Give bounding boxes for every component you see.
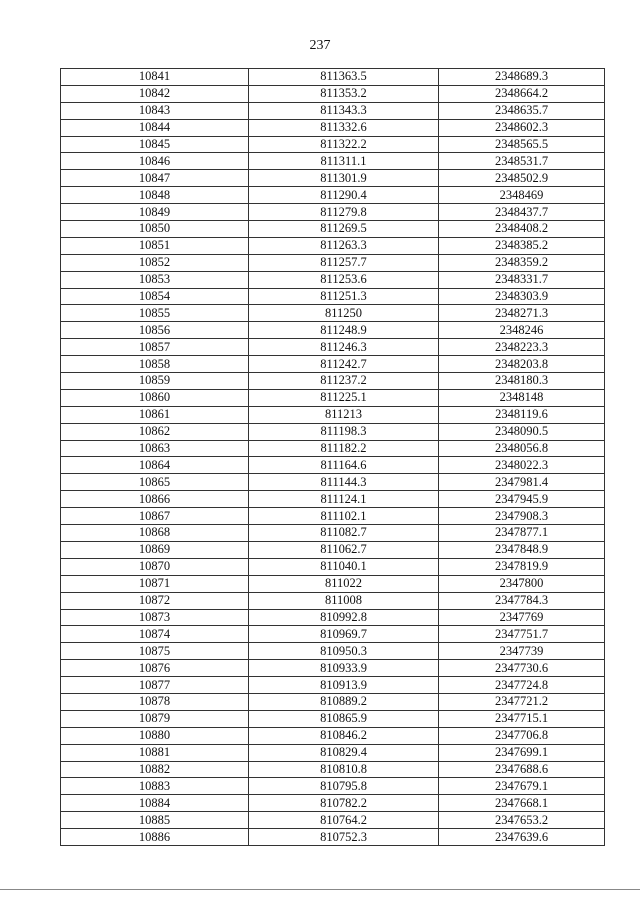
- x-coordinate-cell: 810752.3: [249, 829, 439, 846]
- x-coordinate-cell: 811102.1: [249, 508, 439, 525]
- x-coordinate-cell: 810782.2: [249, 795, 439, 812]
- point-id-cell: 10862: [61, 423, 249, 440]
- x-coordinate-cell: 811242.7: [249, 356, 439, 373]
- table-row: [61, 727, 605, 744]
- point-id-cell: 10881: [61, 744, 249, 761]
- table-row: [61, 305, 605, 322]
- x-coordinate-cell: 811290.4: [249, 187, 439, 204]
- table-row: [61, 271, 605, 288]
- x-coordinate-cell: 811164.6: [249, 457, 439, 474]
- table-row: [61, 795, 605, 812]
- y-coordinate-cell: 2348565.5: [439, 136, 605, 153]
- point-id-cell: 10863: [61, 440, 249, 457]
- point-id-cell: 10879: [61, 710, 249, 727]
- y-coordinate-cell: 2348203.8: [439, 356, 605, 373]
- table-row: [61, 69, 605, 86]
- y-coordinate-cell: 2347800: [439, 575, 605, 592]
- point-id-cell: 10860: [61, 389, 249, 406]
- y-coordinate-cell: 2348056.8: [439, 440, 605, 457]
- table-row: [61, 778, 605, 795]
- point-id-cell: 10882: [61, 761, 249, 778]
- point-id-cell: 10855: [61, 305, 249, 322]
- point-id-cell: 10877: [61, 677, 249, 694]
- x-coordinate-cell: 811246.3: [249, 339, 439, 356]
- table-row: [61, 356, 605, 373]
- y-coordinate-cell: 2348223.3: [439, 339, 605, 356]
- point-id-cell: 10869: [61, 541, 249, 558]
- table-row: [61, 693, 605, 710]
- y-coordinate-cell: 2347945.9: [439, 491, 605, 508]
- point-id-cell: 10871: [61, 575, 249, 592]
- table-row: [61, 677, 605, 694]
- y-coordinate-cell: 2347981.4: [439, 474, 605, 491]
- x-coordinate-cell: 811008: [249, 592, 439, 609]
- y-coordinate-cell: 2347739: [439, 643, 605, 660]
- table-row: [61, 204, 605, 221]
- point-id-cell: 10858: [61, 356, 249, 373]
- table-row: [61, 761, 605, 778]
- y-coordinate-cell: 2348271.3: [439, 305, 605, 322]
- table-row: [61, 237, 605, 254]
- point-id-cell: 10864: [61, 457, 249, 474]
- x-coordinate-cell: 811353.2: [249, 85, 439, 102]
- table-row: [61, 541, 605, 558]
- point-id-cell: 10859: [61, 373, 249, 390]
- table-row: [61, 389, 605, 406]
- x-coordinate-cell: 810764.2: [249, 812, 439, 829]
- y-coordinate-cell: 2348022.3: [439, 457, 605, 474]
- y-coordinate-cell: 2348602.3: [439, 119, 605, 136]
- point-id-cell: 10873: [61, 609, 249, 626]
- y-coordinate-cell: 2348664.2: [439, 85, 605, 102]
- x-coordinate-cell: 811144.3: [249, 474, 439, 491]
- table-row: [61, 187, 605, 204]
- point-id-cell: 10850: [61, 221, 249, 238]
- x-coordinate-cell: 811279.8: [249, 204, 439, 221]
- point-id-cell: 10878: [61, 693, 249, 710]
- table-row: [61, 812, 605, 829]
- point-id-cell: 10854: [61, 288, 249, 305]
- x-coordinate-cell: 811225.1: [249, 389, 439, 406]
- point-id-cell: 10844: [61, 119, 249, 136]
- page-number: 237: [309, 38, 331, 53]
- table-row: [61, 575, 605, 592]
- x-coordinate-cell: 810992.8: [249, 609, 439, 626]
- table-row: [61, 406, 605, 423]
- y-coordinate-cell: 2348148: [439, 389, 605, 406]
- x-coordinate-cell: 810865.9: [249, 710, 439, 727]
- y-coordinate-cell: 2348303.9: [439, 288, 605, 305]
- y-coordinate-cell: 2347688.6: [439, 761, 605, 778]
- coordinate-table: [60, 68, 605, 846]
- y-coordinate-cell: 2347730.6: [439, 660, 605, 677]
- point-id-cell: 10861: [61, 406, 249, 423]
- point-id-cell: 10876: [61, 660, 249, 677]
- table-row: [61, 373, 605, 390]
- x-coordinate-cell: 811311.1: [249, 153, 439, 170]
- x-coordinate-cell: 811263.3: [249, 237, 439, 254]
- table-row: [61, 440, 605, 457]
- x-coordinate-cell: 811022: [249, 575, 439, 592]
- point-id-cell: 10867: [61, 508, 249, 525]
- y-coordinate-cell: 2347784.3: [439, 592, 605, 609]
- table-body: [61, 69, 605, 846]
- x-coordinate-cell: 811343.3: [249, 102, 439, 119]
- table-row: [61, 102, 605, 119]
- table-row: [61, 525, 605, 542]
- point-id-cell: 10848: [61, 187, 249, 204]
- point-id-cell: 10853: [61, 271, 249, 288]
- y-coordinate-cell: 2348180.3: [439, 373, 605, 390]
- x-coordinate-cell: 811124.1: [249, 491, 439, 508]
- x-coordinate-cell: 811301.9: [249, 170, 439, 187]
- point-id-cell: 10852: [61, 254, 249, 271]
- y-coordinate-cell: 2347724.8: [439, 677, 605, 694]
- x-coordinate-cell: 811040.1: [249, 558, 439, 575]
- y-coordinate-cell: 2348437.7: [439, 204, 605, 221]
- point-id-cell: 10856: [61, 322, 249, 339]
- y-coordinate-cell: 2348385.2: [439, 237, 605, 254]
- y-coordinate-cell: 2347706.8: [439, 727, 605, 744]
- point-id-cell: 10851: [61, 237, 249, 254]
- x-coordinate-cell: 810846.2: [249, 727, 439, 744]
- x-coordinate-cell: 810950.3: [249, 643, 439, 660]
- point-id-cell: 10883: [61, 778, 249, 795]
- x-coordinate-cell: 811182.2: [249, 440, 439, 457]
- table-row: [61, 609, 605, 626]
- x-coordinate-cell: 811213: [249, 406, 439, 423]
- y-coordinate-cell: 2348246: [439, 322, 605, 339]
- point-id-cell: 10842: [61, 85, 249, 102]
- point-id-cell: 10857: [61, 339, 249, 356]
- point-id-cell: 10841: [61, 69, 249, 86]
- x-coordinate-cell: 811062.7: [249, 541, 439, 558]
- y-coordinate-cell: 2347715.1: [439, 710, 605, 727]
- table-row: [61, 474, 605, 491]
- x-coordinate-cell: 810933.9: [249, 660, 439, 677]
- table-row: [61, 221, 605, 238]
- table-row: [61, 322, 605, 339]
- table-row: [61, 558, 605, 575]
- x-coordinate-cell: 810969.7: [249, 626, 439, 643]
- y-coordinate-cell: 2347721.2: [439, 693, 605, 710]
- table-row: [61, 643, 605, 660]
- y-coordinate-cell: 2347769: [439, 609, 605, 626]
- y-coordinate-cell: 2347699.1: [439, 744, 605, 761]
- point-id-cell: 10880: [61, 727, 249, 744]
- y-coordinate-cell: 2347639.6: [439, 829, 605, 846]
- point-id-cell: 10866: [61, 491, 249, 508]
- y-coordinate-cell: 2347877.1: [439, 525, 605, 542]
- x-coordinate-cell: 810829.4: [249, 744, 439, 761]
- y-coordinate-cell: 2347653.2: [439, 812, 605, 829]
- y-coordinate-cell: 2347908.3: [439, 508, 605, 525]
- table-row: [61, 119, 605, 136]
- table-row: [61, 508, 605, 525]
- point-id-cell: 10843: [61, 102, 249, 119]
- y-coordinate-cell: 2348331.7: [439, 271, 605, 288]
- x-coordinate-cell: 811332.6: [249, 119, 439, 136]
- x-coordinate-cell: 810810.8: [249, 761, 439, 778]
- table-row: [61, 829, 605, 846]
- table-row: [61, 592, 605, 609]
- y-coordinate-cell: 2347751.7: [439, 626, 605, 643]
- x-coordinate-cell: 811269.5: [249, 221, 439, 238]
- x-coordinate-cell: 810913.9: [249, 677, 439, 694]
- table-row: [61, 457, 605, 474]
- point-id-cell: 10885: [61, 812, 249, 829]
- table-row: [61, 744, 605, 761]
- table-row: [61, 339, 605, 356]
- y-coordinate-cell: 2347848.9: [439, 541, 605, 558]
- x-coordinate-cell: 811257.7: [249, 254, 439, 271]
- table-row: [61, 710, 605, 727]
- point-id-cell: 10886: [61, 829, 249, 846]
- x-coordinate-cell: 811248.9: [249, 322, 439, 339]
- table-row: [61, 288, 605, 305]
- point-id-cell: 10849: [61, 204, 249, 221]
- point-id-cell: 10884: [61, 795, 249, 812]
- table-row: [61, 254, 605, 271]
- y-coordinate-cell: 2347819.9: [439, 558, 605, 575]
- point-id-cell: 10865: [61, 474, 249, 491]
- table-row: [61, 491, 605, 508]
- x-coordinate-cell: 811237.2: [249, 373, 439, 390]
- table-row: [61, 423, 605, 440]
- point-id-cell: 10845: [61, 136, 249, 153]
- point-id-cell: 10870: [61, 558, 249, 575]
- x-coordinate-cell: 811253.6: [249, 271, 439, 288]
- table-row: [61, 85, 605, 102]
- y-coordinate-cell: 2348502.9: [439, 170, 605, 187]
- x-coordinate-cell: 810889.2: [249, 693, 439, 710]
- table-row: [61, 626, 605, 643]
- x-coordinate-cell: 811250: [249, 305, 439, 322]
- point-id-cell: 10874: [61, 626, 249, 643]
- y-coordinate-cell: 2347668.1: [439, 795, 605, 812]
- y-coordinate-cell: 2348469: [439, 187, 605, 204]
- y-coordinate-cell: 2348359.2: [439, 254, 605, 271]
- table-row: [61, 136, 605, 153]
- y-coordinate-cell: 2347679.1: [439, 778, 605, 795]
- x-coordinate-cell: 811322.2: [249, 136, 439, 153]
- x-coordinate-cell: 811082.7: [249, 525, 439, 542]
- table-row: [61, 660, 605, 677]
- y-coordinate-cell: 2348689.3: [439, 69, 605, 86]
- table-row: [61, 170, 605, 187]
- x-coordinate-cell: 810795.8: [249, 778, 439, 795]
- y-coordinate-cell: 2348635.7: [439, 102, 605, 119]
- y-coordinate-cell: 2348408.2: [439, 221, 605, 238]
- y-coordinate-cell: 2348090.5: [439, 423, 605, 440]
- point-id-cell: 10846: [61, 153, 249, 170]
- y-coordinate-cell: 2348119.6: [439, 406, 605, 423]
- y-coordinate-cell: 2348531.7: [439, 153, 605, 170]
- x-coordinate-cell: 811198.3: [249, 423, 439, 440]
- x-coordinate-cell: 811251.3: [249, 288, 439, 305]
- point-id-cell: 10872: [61, 592, 249, 609]
- point-id-cell: 10875: [61, 643, 249, 660]
- table-row: [61, 153, 605, 170]
- point-id-cell: 10847: [61, 170, 249, 187]
- point-id-cell: 10868: [61, 525, 249, 542]
- x-coordinate-cell: 811363.5: [249, 69, 439, 86]
- bottom-divider: [0, 889, 640, 890]
